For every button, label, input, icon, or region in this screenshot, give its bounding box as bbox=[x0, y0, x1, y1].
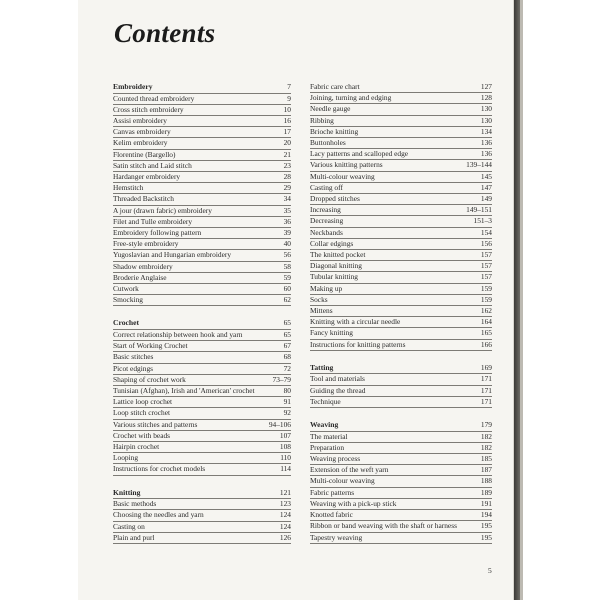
contents-entry bbox=[113, 375, 291, 386]
section-heading: Knitting bbox=[113, 487, 141, 497]
contents-entry bbox=[113, 533, 291, 544]
contents-entry bbox=[310, 194, 492, 205]
entry-page: 185 bbox=[480, 454, 492, 464]
entry-page: 195 bbox=[480, 521, 492, 531]
entry-page: 151–3 bbox=[473, 216, 492, 226]
contents-entry bbox=[113, 284, 291, 295]
entry-page: 80 bbox=[283, 386, 291, 396]
entry-title: Tubular knitting bbox=[310, 272, 358, 282]
contents-entry bbox=[310, 127, 492, 138]
contents-entry bbox=[310, 306, 492, 317]
contents-entry bbox=[113, 341, 291, 352]
contents-entry bbox=[310, 454, 492, 465]
entry-title: Knitting with a circular needle bbox=[310, 317, 401, 327]
entry-title: Joining, turning and edging bbox=[310, 93, 392, 103]
entry-title: Filet and Tulle embroidery bbox=[113, 216, 193, 226]
contents-entry bbox=[310, 138, 492, 149]
section-gap bbox=[113, 476, 291, 488]
entry-title: Threaded Backstitch bbox=[113, 194, 174, 204]
entry-title: Embroidery following pattern bbox=[113, 228, 202, 238]
entry-title: Hairpin crochet bbox=[113, 442, 160, 452]
entry-page: 191 bbox=[480, 498, 492, 508]
entry-page: 127 bbox=[480, 82, 492, 91]
entry-title: Fancy knitting bbox=[310, 328, 353, 338]
entry-title: Instructions for crochet models bbox=[113, 464, 206, 474]
entry-title: Needle gauge bbox=[310, 104, 351, 114]
contents-entry bbox=[113, 217, 291, 228]
contents-entry bbox=[310, 104, 492, 115]
entry-page: 165 bbox=[480, 328, 492, 338]
contents-entry bbox=[113, 420, 291, 431]
entry-title: Hardanger embroidery bbox=[113, 172, 181, 182]
entry-page: 159 bbox=[480, 294, 492, 304]
contents-entry bbox=[310, 205, 492, 216]
entry-title: Increasing bbox=[310, 205, 341, 215]
entry-title: Kelim embroidery bbox=[113, 138, 168, 148]
entry-page: 164 bbox=[480, 317, 492, 327]
entry-page: 29 bbox=[283, 183, 291, 193]
entry-title: Various knitting patterns bbox=[310, 160, 383, 170]
entry-title: Weaving process bbox=[310, 454, 361, 464]
entry-page: 134 bbox=[480, 126, 492, 136]
contents-entry bbox=[113, 105, 291, 116]
entry-page: 157 bbox=[480, 261, 492, 271]
entry-title: Ribbon or band weaving with the shaft or harness bbox=[310, 521, 457, 531]
entry-title: Lacy patterns and scalloped edge bbox=[310, 149, 409, 159]
contents-entry bbox=[310, 499, 492, 510]
contents-entry bbox=[310, 510, 492, 521]
entry-page: 171 bbox=[480, 385, 492, 395]
contents-entry bbox=[310, 386, 492, 397]
contents-entry bbox=[310, 374, 492, 385]
contents-entry bbox=[113, 262, 291, 273]
contents-entry bbox=[113, 522, 291, 533]
entry-title: Fabric patterns bbox=[310, 487, 355, 497]
contents-entry bbox=[310, 239, 492, 250]
contents-entry bbox=[310, 149, 492, 160]
entry-title: Fabric care chart bbox=[310, 82, 360, 91]
entry-title: Tunisian (Afghan), Irish and 'American' crochet bbox=[113, 386, 255, 396]
entry-page: 182 bbox=[480, 442, 492, 452]
entry-title: Brioche knitting bbox=[310, 126, 359, 136]
contents-entry bbox=[310, 93, 492, 104]
entry-page: 62 bbox=[283, 295, 291, 305]
contents-entry bbox=[310, 432, 492, 443]
section-gap bbox=[310, 408, 492, 420]
contents-entry bbox=[113, 138, 291, 149]
contents-entry bbox=[113, 464, 291, 475]
entry-page: 10 bbox=[283, 104, 291, 114]
entry-page: 145 bbox=[480, 171, 492, 181]
section-heading-row bbox=[113, 488, 291, 500]
entry-page: 72 bbox=[283, 363, 291, 373]
entry-title: Tapestry weaving bbox=[310, 532, 363, 542]
contents-entry bbox=[113, 183, 291, 194]
contents-entry bbox=[310, 533, 492, 544]
entry-title: Multi-colour weaving bbox=[310, 171, 375, 181]
contents-entry bbox=[113, 352, 291, 363]
entry-title: Guiding the thread bbox=[310, 385, 366, 395]
entry-page: 171 bbox=[480, 374, 492, 384]
contents-column-left bbox=[113, 82, 291, 544]
entry-page: 139–144 bbox=[466, 160, 492, 170]
entry-page: 21 bbox=[283, 149, 291, 159]
contents-entry bbox=[113, 94, 291, 105]
entry-page: 94–106 bbox=[268, 419, 291, 429]
entry-title: Looping bbox=[113, 453, 139, 463]
contents-column-right bbox=[310, 82, 492, 544]
contents-entry bbox=[113, 239, 291, 250]
entry-title: Making up bbox=[310, 283, 343, 293]
entry-page: 124 bbox=[279, 521, 291, 531]
entry-title: Free-style embroidery bbox=[113, 239, 179, 249]
entry-title: Plain and purl bbox=[113, 532, 155, 542]
contents-entry bbox=[113, 206, 291, 217]
entry-title: Preparation bbox=[310, 442, 345, 452]
contents-entry bbox=[310, 397, 492, 408]
section-heading: Embroidery bbox=[113, 82, 153, 91]
entry-title: The material bbox=[310, 431, 348, 441]
contents-entry bbox=[310, 228, 492, 239]
entry-title: Extension of the weft yarn bbox=[310, 465, 389, 475]
contents-entry bbox=[113, 408, 291, 419]
entry-page: 136 bbox=[480, 149, 492, 159]
entry-page: 166 bbox=[480, 339, 492, 349]
contents-entry bbox=[310, 295, 492, 306]
entry-page: 130 bbox=[480, 115, 492, 125]
contents-entry bbox=[113, 228, 291, 239]
entry-page: 58 bbox=[283, 261, 291, 271]
section-gap bbox=[113, 306, 291, 318]
page-number: 5 bbox=[488, 566, 492, 575]
entry-title: Decreasing bbox=[310, 216, 344, 226]
entry-page: 56 bbox=[283, 250, 291, 260]
contents-entry bbox=[113, 442, 291, 453]
entry-title: Casting off bbox=[310, 182, 343, 192]
entry-title: Tool and materials bbox=[310, 374, 365, 384]
entry-page: 154 bbox=[480, 227, 492, 237]
section-heading-page: 121 bbox=[279, 487, 291, 497]
entry-title: Technique bbox=[310, 396, 341, 406]
entry-page: 20 bbox=[283, 138, 291, 148]
entry-title: Weaving with a pick-up stick bbox=[310, 498, 397, 508]
entry-title: Various stitches and patterns bbox=[113, 419, 198, 429]
entry-page: 156 bbox=[480, 238, 492, 248]
entry-page: 124 bbox=[279, 510, 291, 520]
entry-title: Satin stitch and Laid stitch bbox=[113, 160, 192, 170]
entry-title: Basic methods bbox=[113, 499, 157, 509]
entry-page: 73–79 bbox=[272, 374, 291, 384]
entry-page: 65 bbox=[283, 330, 291, 340]
entry-page: 149 bbox=[480, 194, 492, 204]
entry-title: Correct relationship between hook and yarn bbox=[113, 330, 243, 340]
entry-page: 68 bbox=[283, 352, 291, 362]
entry-page: 171 bbox=[480, 396, 492, 406]
entry-page: 36 bbox=[283, 216, 291, 226]
entry-page: 107 bbox=[279, 430, 291, 440]
contents-entry bbox=[113, 295, 291, 306]
entry-page: 110 bbox=[280, 453, 291, 463]
entry-page: 162 bbox=[480, 306, 492, 316]
section-gap bbox=[310, 351, 492, 363]
contents-entry bbox=[113, 273, 291, 284]
entry-title: Multi-colour weaving bbox=[310, 476, 375, 486]
entry-page: 16 bbox=[283, 116, 291, 125]
entry-page: 136 bbox=[480, 138, 492, 148]
contents-entry bbox=[310, 443, 492, 454]
section-heading: Tatting bbox=[310, 362, 334, 372]
contents-entry bbox=[310, 340, 492, 351]
section-heading-row bbox=[113, 318, 291, 330]
contents-entry bbox=[113, 150, 291, 161]
contents-entry bbox=[113, 172, 291, 183]
contents-entry bbox=[113, 116, 291, 127]
contents-entry bbox=[310, 476, 492, 487]
contents-entry bbox=[113, 194, 291, 205]
entry-title: Shaping of crochet work bbox=[113, 374, 186, 384]
section-heading-page: 169 bbox=[480, 362, 492, 372]
entry-page: 23 bbox=[283, 160, 291, 170]
entry-title: Cross stitch embroidery bbox=[113, 104, 184, 114]
contents-entry bbox=[113, 397, 291, 408]
entry-title: Florentine (Bargello) bbox=[113, 149, 176, 159]
entry-page: 147 bbox=[480, 182, 492, 192]
entry-title: Casting on bbox=[113, 521, 145, 531]
entry-page: 108 bbox=[279, 442, 291, 452]
entry-title: Knotted fabric bbox=[310, 510, 353, 520]
section-heading-page: 7 bbox=[287, 82, 291, 91]
entry-title: Choosing the needles and yarn bbox=[113, 510, 204, 520]
entry-page: 189 bbox=[480, 487, 492, 497]
entry-title: Picot edgings bbox=[113, 363, 154, 373]
section-heading: Crochet bbox=[113, 318, 140, 328]
entry-page: 123 bbox=[279, 499, 291, 509]
contents-entry bbox=[310, 328, 492, 339]
entry-page: 157 bbox=[480, 272, 492, 282]
entry-page: 187 bbox=[480, 465, 492, 475]
entry-page: 39 bbox=[283, 228, 291, 238]
entry-title: Buttonholes bbox=[310, 138, 346, 148]
contents-entry bbox=[113, 386, 291, 397]
entry-title: Cutwork bbox=[113, 284, 139, 294]
entry-page: 59 bbox=[283, 272, 291, 282]
entry-page: 9 bbox=[287, 93, 291, 103]
contents-entry bbox=[113, 330, 291, 341]
entry-page: 126 bbox=[279, 532, 291, 542]
entry-page: 130 bbox=[480, 104, 492, 114]
entry-title: Collar edgings bbox=[310, 238, 354, 248]
entry-page: 34 bbox=[283, 194, 291, 204]
entry-title: A jour (drawn fabric) embroidery bbox=[113, 205, 212, 215]
entry-page: 91 bbox=[283, 397, 291, 407]
entry-page: 149–151 bbox=[466, 205, 492, 215]
section-heading: Weaving bbox=[310, 420, 339, 430]
contents-entry bbox=[310, 250, 492, 261]
entry-title: Diagonal knitting bbox=[310, 261, 362, 271]
entry-title: The knitted pocket bbox=[310, 250, 366, 260]
contents-entry bbox=[310, 465, 492, 476]
contents-entry bbox=[113, 127, 291, 138]
entry-title: Yugoslavian and Hungarian embroidery bbox=[113, 250, 232, 260]
entry-page: 17 bbox=[283, 127, 291, 137]
entry-title: Shadow embroidery bbox=[113, 261, 173, 271]
contents-entry bbox=[310, 216, 492, 227]
page-title: Contents bbox=[114, 18, 216, 48]
contents-entry bbox=[113, 161, 291, 172]
entry-page: 159 bbox=[480, 283, 492, 293]
entry-page: 40 bbox=[283, 239, 291, 249]
book-spine-edge bbox=[520, 0, 523, 600]
contents-entry bbox=[310, 317, 492, 328]
section-heading-page: 65 bbox=[283, 318, 291, 328]
entry-page: 67 bbox=[283, 341, 291, 351]
entry-title: Mittens bbox=[310, 306, 333, 316]
entry-page: 114 bbox=[280, 464, 291, 474]
section-heading-page: 179 bbox=[480, 420, 492, 430]
entry-title: Ribbing bbox=[310, 115, 334, 125]
entry-page: 182 bbox=[480, 431, 492, 441]
contents-entry bbox=[113, 250, 291, 261]
contents-entry bbox=[113, 510, 291, 521]
entry-title: Broderie Anglaise bbox=[113, 272, 167, 282]
entry-title: Canvas embroidery bbox=[113, 127, 171, 137]
contents-entry bbox=[113, 364, 291, 375]
entry-title: Neckbands bbox=[310, 227, 343, 237]
entry-page: 195 bbox=[480, 532, 492, 542]
entry-title: Dropped stitches bbox=[310, 194, 360, 204]
contents-entry bbox=[310, 172, 492, 183]
entry-page: 60 bbox=[283, 284, 291, 294]
contents-entry bbox=[310, 521, 492, 532]
contents-entry bbox=[113, 431, 291, 442]
entry-title: Crochet with beads bbox=[113, 430, 171, 440]
entry-title: Basic stitches bbox=[113, 352, 154, 362]
entry-title: Smocking bbox=[113, 295, 143, 305]
contents-entry bbox=[310, 82, 492, 93]
entry-title: Start of Working Crochet bbox=[113, 341, 188, 351]
entry-title: Counted thread embroidery bbox=[113, 93, 195, 103]
contents-entry bbox=[310, 116, 492, 127]
entry-page: 28 bbox=[283, 172, 291, 182]
entry-page: 194 bbox=[480, 510, 492, 520]
entry-title: Assisi embroidery bbox=[113, 116, 167, 125]
entry-page: 188 bbox=[480, 476, 492, 486]
entry-title: Hemstitch bbox=[113, 183, 144, 193]
contents-entry bbox=[310, 284, 492, 295]
contents-entry bbox=[310, 488, 492, 499]
section-heading-row bbox=[310, 363, 492, 375]
contents-entry bbox=[310, 272, 492, 283]
entry-title: Instructions for knitting patterns bbox=[310, 339, 406, 349]
contents-entry bbox=[310, 160, 492, 171]
contents-entry bbox=[113, 453, 291, 464]
entry-page: 35 bbox=[283, 205, 291, 215]
contents-entry bbox=[310, 261, 492, 272]
entry-title: Socks bbox=[310, 294, 328, 304]
entry-title: Loop stitch crochet bbox=[113, 408, 171, 418]
entry-page: 157 bbox=[480, 250, 492, 260]
section-heading-row bbox=[310, 420, 492, 432]
contents-entry bbox=[113, 499, 291, 510]
entry-page: 92 bbox=[283, 408, 291, 418]
entry-title: Lattice loop crochet bbox=[113, 397, 173, 407]
section-heading-row bbox=[113, 82, 291, 94]
entry-page: 128 bbox=[480, 93, 492, 103]
contents-entry bbox=[310, 183, 492, 194]
